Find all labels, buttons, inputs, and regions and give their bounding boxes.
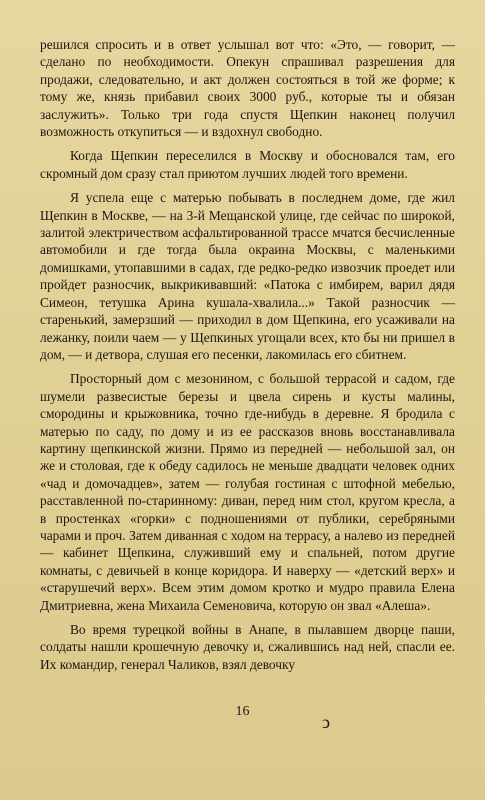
- page-number: 16: [235, 704, 250, 719]
- paragraph-2: Когда Щепкин переселился в Москву и обосновался там, его скромный дом сразу стал приютом лучших людей того времени.: [40, 148, 455, 181]
- ink-mark-icon: ↄ: [322, 712, 330, 732]
- paragraph-5: Во время турецкой войны в Анапе, в пылавшем дворце паши, солдаты нашли крошечную девочку и, сжалившись над ней, спасли ее. Их командир, генерал Чаликов, взял девочку: [40, 622, 455, 672]
- paragraph-1: решился спросить и в ответ услышал вот что: «Это, — говорит, — сделано по необходимости. Опекун спрашивал разрешения для продажи, следовательно, и акт должен состояться в той же форме; к тому же, князь прибавил своих 3000 руб., которые ты и обязан заслужить». Только три года спустя Щепкин наконец получил возможность откупиться — и вздохнул свободно.: [40, 37, 455, 140]
- page-text: [40, 36, 455, 680]
- paragraph-3: Я успела еще с матерью побывать в последнем доме, где жил Щепкин в Москве, — на 3-й Мещанской улице, где сейчас по широкой, залитой электричеством асфальтированной трассе мчатся бесчисленные автомобили и где тогда была окраина Москвы, с маленькими домишками, утопавшими в садах, где редко-редко извозчик проедет или пройдет разносчик, выкрикивавший: «Патока с имбирем, варил дядя Симеон, тетушка Арина кушала-хвалила...» Такой разносчик — старенький, замерзший — приходил в дом Щепкина, его усаживали на лежанку, поили чаем — у Щепкиных угощали всех, кто бы ни пришел в дом, — и детвора, слушая его песенки, лакомилась его сбитнем.: [40, 190, 455, 362]
- paragraph-4: Просторный дом с мезонином, с большой террасой и садом, где шумели развесистые березы и цвела сирень и кусты малины, смородины и крыжовника, точно где-нибудь в деревне. Я бродила с матерью по саду, по дому и из ее рассказов вновь восстанавливала картину щепкинской жизни. Прямо из передней — небольшой зал, он же и столовая, где к обеду садилось не меньше двадцати человек одних «чад и домочадцев», затем — голубая гостиная с штофной мебелью, расставленной по-старинному: диван, перед ним стол, кругом кресла, а в простенках «горки» с подношениями от публики, серебряными чарами и проч. Затем диванная с ходом на террасу, а налево из передней — кабинет Щепкина, служивший ему и спальней, потом другие комнаты, с девичьей в конце коридора. И наверху — «детский верх» и «старушечий верх». Всем этим домом кротко и мудро правила Елена Дмитриевна, жена Михаила Семеновича, которую он звал «Алеша».: [40, 371, 455, 613]
